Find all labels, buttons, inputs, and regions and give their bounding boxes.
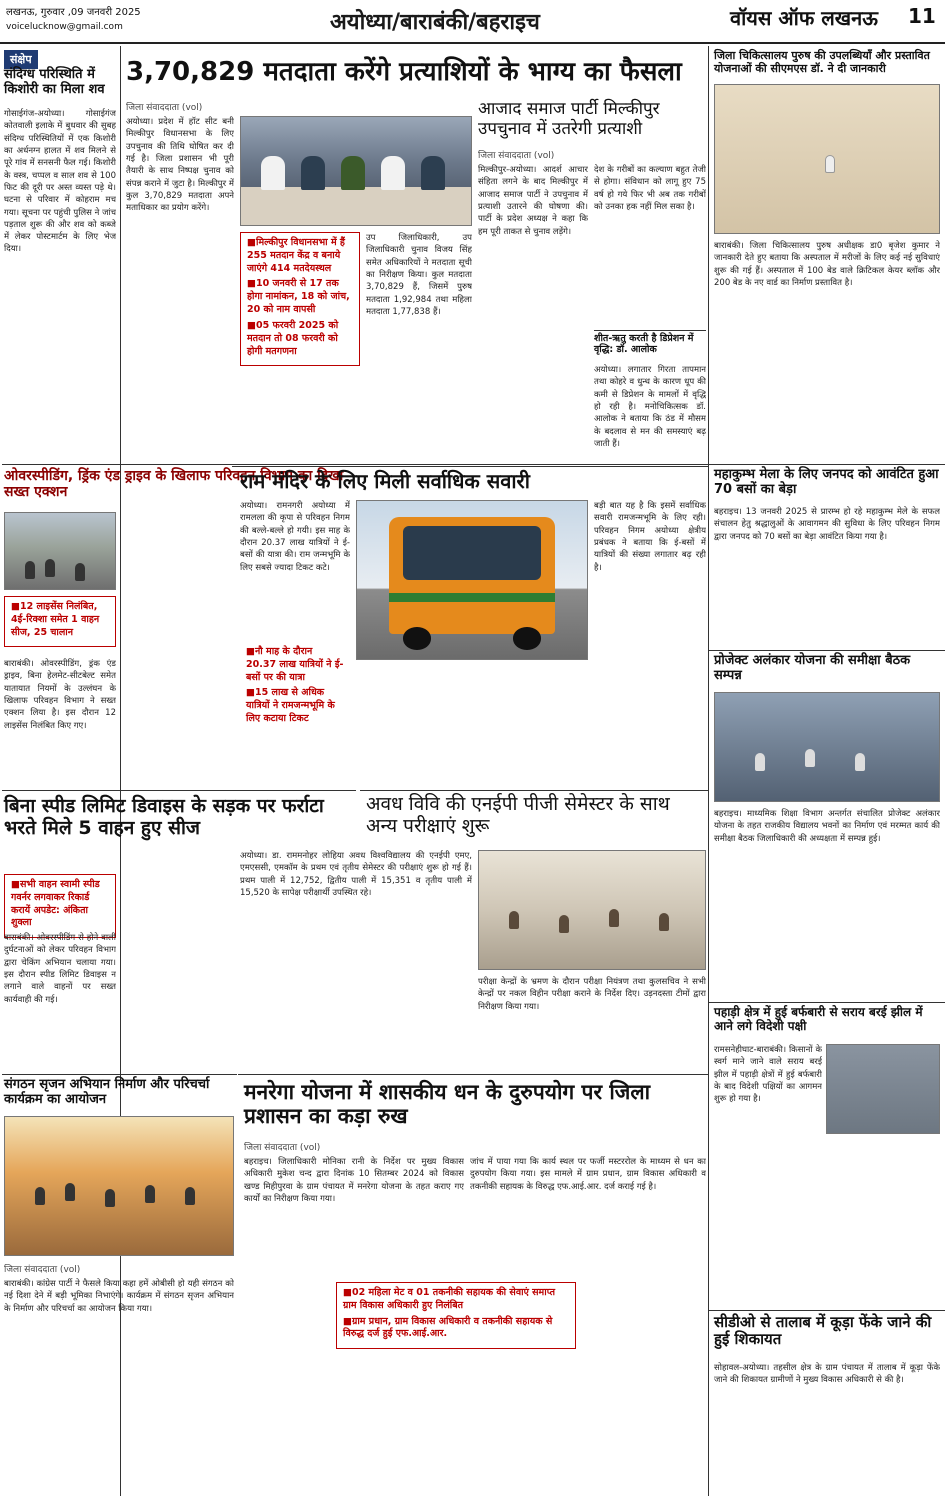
bus-headline: राम मंदिर के लिए मिली सर्वाधिक सवारी (240, 469, 530, 493)
aazad-headline: आजाद समाज पार्टी मिल्कीपुर उपचुनाव में उतरेगी प्रत्याशी (478, 99, 660, 139)
right-story2-headline: महाकुम्भ मेला के लिए जनपद को आवंटित हुआ 70 बसों का बेड़ा (714, 467, 939, 497)
masthead-email[interactable]: voicelucknow@gmail.com (6, 22, 123, 32)
left-story2-body: बाराबंकी। ओवरस्पीडिंग, ड्रंक एंड ड्राइव, बिना हेलमेट-सीटबेल्ट समेत यातायात नियमों के उल्लंघन के खिलाफ परिवहन विभाग ने सख्त एक्शन लिया है। इस दौरान 12 लाइसेंस निलंबित किए गए। (4, 659, 116, 731)
mnrega-point: ■ 02 महिला मेट व 01 तकनीकी सहायक की सेवाएं समाप्त ग्राम विकास अधिकारी हुए निलंबित (343, 1287, 569, 1313)
right-story3-body: बहराइच। माध्यमिक शिक्षा विभाग अन्तर्गत संचालित प्रोजेक्ट अलंकार योजना के तहत राजकीय विद्यालय भवनों का निर्माण एवं मरम्मत कार्य की समीक्षा बैठक जिलाधिकारी की अध्यक्षता में सम्पन्न हुई। (714, 809, 940, 844)
page-number: 11 (908, 4, 936, 28)
mnrega-points-box (336, 1282, 576, 1349)
left-story4-headline: संगठन सृजन अभियान निर्माण और परिचर्चा कार्यक्रम का आयोजन (4, 1077, 210, 1107)
lead-headline: 3,70,829 मतदाता करेंगे प्रत्याशियों के भाग्य का फैसला (126, 57, 682, 87)
photo-election-meeting (240, 116, 472, 226)
photo-congress-event (4, 1116, 234, 1256)
rule (2, 1074, 237, 1075)
left-story3-body: बाराबंकी। ओवरस्पीडिंग से होने वाली दुर्घटनाओं को लेकर परिवहन विभाग द्वारा चेकिंग अभियान चलाया गया। इस दौरान स्पीड लिमिट डिवाइस न लगाने वाले वाहनों पर सख्त कार्यवाही की गई। (4, 933, 116, 1005)
photo-transport-check (4, 512, 116, 590)
lead-body-2: उप जिलाधिकारी, उप जिलाधिकारी चुनाव विजय सिंह समेत अधिकारियों ने मतदाता सूची का निरीक्षण किया। कुल मतदाता 3,70,829 हैं, जिसमें पुरुष मतदाता 1,92,984 तथा महिला मतदाता 1,77,838 हैं। (366, 233, 472, 317)
left-story3-box-text: ■ सभी वाहन स्वामी स्पीड गवर्नर लगवाकर रिकार्ड करायें अपडेट: अंकिता शुक्ला (11, 879, 109, 930)
lead-body: अयोध्या। प्रदेश में हॉट सीट बनी मिल्कीपुर विधानसभा के लिए उपचुनाव की तिथि घोषित कर दी गई है। जिला प्रशासन भी पूरी तैयारी के साथ निष्पक्ष चुनाव को संपन्न कराने में जुटा है। मिल्कीपुर में कुल 3,70,829 मतदाता अपने मताधिकार का प्रयोग करेंगे। (126, 117, 234, 214)
divider-right (708, 46, 709, 1496)
bus-body-2: बड़ी बात यह है कि इसमें सर्वाधिक सवारी रामजन्मभूमि के लिए रही। परिवहन निगम अयोध्या क्षेत्रीय प्रबंधक ने बताया कि ई-बसों में यात्रियों की संख्या लगातार बढ़ रही है। (594, 501, 706, 573)
lead-point: ■ 05 फरवरी 2025 को मतदान तो 08 फरवरी को होगी मतगणना (247, 320, 353, 358)
lead-points-box (240, 232, 360, 366)
right-story2-body: बहराइच। 13 जनवरी 2025 से प्रारम्भ हो रहे महाकुम्भ मेले के सफल संचालन हेतु श्रद्धालुओं के आवागमन की सुविधा के लिए परिवहन निगम द्वारा जनपद को 70 बसों का बेड़ा आवंटित किया गया है। (714, 507, 940, 542)
rule (708, 1310, 945, 1311)
left-story3-headline: बिना स्पीड लिमिट डिवाइस के सड़क पर फर्राटा भरते मिले 5 वाहन हुए सीज (4, 795, 324, 839)
bus-body: अयोध्या। रामनगरी अयोध्या में रामलला की कृपा से परिवहन निगम की बल्ले-बल्ले हो गयी। इस माह के दौरान 20.37 लाख यात्रियों ने ई-बसों की यात्रा की। राम जन्मभूमि के लिए सबसे ज्यादा टिकट कटे। (240, 501, 350, 573)
rule (708, 650, 945, 651)
brand-logo: वॉयस ऑफ लखनऊ (730, 6, 878, 30)
mnrega-body: बहराइच। जिलाधिकारी मोनिका रानी के निर्देश पर मुख्य विकास अधिकारी मुकेश चन्द द्वारा दिनांक 10 सितम्बर 2024 को विकास खण्ड मिहीपुरवा के ग्राम पंचायत में मनरेगा योजना के तहत कराए गए कार्यों का निरीक्षण किया गया। (244, 1157, 464, 1204)
aazad-body-2: देश के गरीबों का कल्याण बहुत तेजी से होगा। संविधान को लागू हुए 75 वर्ष हो गये फिर भी अब तक गरीबों को उनका हक नहीं मिल सका है। (594, 165, 706, 212)
right-story4-headline: पहाड़ी क्षेत्र में हुई बर्फबारी से सराय बरई झील में आने लगे विदेशी पक्षी (714, 1005, 923, 1033)
rule (594, 330, 706, 331)
right-story1-headline: जिला चिकित्सालय पुरुष की उपलब्धियाँ और प्रस्तावित योजनाओं की सीएमएस डॉ. ने दी जानकारी (714, 49, 930, 75)
mnrega-byline: जिला संवाददाता (vol) (244, 1143, 321, 1153)
aazad-body: मिल्कीपुर-अयोध्या। आदर्श आचार संहिता लगने के बाद मिल्कीपुर में आजाद समाज पार्टी ने उपचुनाव में प्रत्याशी उतारने की घोषणा की। पार्टी के प्रदेश अध्यक्ष ने कहा कि हम पूरी ताकत से चुनाव लड़ेंगे। (478, 165, 588, 237)
section-title: अयोध्या/बाराबंकी/बहराइच (330, 10, 540, 35)
left-story2-box (4, 596, 116, 647)
lead-point: ■ 10 जनवरी से 17 तक होगा नामांकन, 18 को जांच, 20 को नाम वापसी (247, 278, 353, 316)
photo-migratory-birds (826, 1044, 940, 1134)
photo-ebus (356, 500, 588, 660)
exam-body-2: परीक्षा केन्द्रों के भ्रमण के दौरान परीक्षा नियंत्रण तथा कुलसचिव ने सभी केन्द्रों पर नकल विहीन परीक्षा कराने के निर्देश दिए। उड़नदस्ता टीमों द्वारा निरीक्षण किया गया। (478, 977, 706, 1012)
lead-point: ■ मिल्कीपुर विधानसभा में हैं 255 मतदान केंद्र व बनाये जाएंगे 414 मतदेयस्थल (247, 237, 353, 275)
rule (360, 790, 708, 791)
aazad-byline: जिला संवाददाता (vol) (478, 151, 555, 161)
rule (238, 1074, 708, 1075)
right-story4-body: रामसनेहीघाट-बाराबंकी। किसानों के स्वर्ग माने जाने वाले सराय बरई झील में पहाड़ी क्षेत्रों में हुई बर्फबारी के बाद विदेशी पक्षियों का आगमन शुरू हो गया है। (714, 1045, 822, 1105)
left-story2-box-text: ■ 12 लाइसेंस निलंबित, 4ई-रिक्शा समेत 1 वाहन सीज, 25 चालान (11, 601, 109, 639)
left-story2-headline: ओवरस्पीडिंग, ड्रिंक एंड ड्राइव के खिलाफ परिवहन विभाग का दिखा सख्त एक्शन (4, 468, 344, 501)
rule (2, 790, 356, 791)
left-story3-box (4, 874, 116, 938)
bus-points-box (240, 642, 350, 733)
right-story3-headline: प्रोजेक्ट अलंकार योजना की समीक्षा बैठक सम्पन्न (714, 653, 911, 683)
masthead-date: लखनऊ, गुरुवार ,09 जनवरी 2025 (6, 7, 141, 18)
masthead (0, 0, 945, 44)
mnrega-point: ■ ग्राम प्रधान, ग्राम विकास अधिकारी व तकनीकी सहायक से विरुद्ध दर्ज हुई एफ.आई.आर. (343, 1316, 569, 1342)
rule (708, 464, 945, 465)
bus-point: ■ नौ माह के दौरान 20.37 लाख यात्रियों ने ई-बसों पर की यात्रा (246, 646, 344, 684)
right-story5-body: सोहावल-अयोध्या। तहसील क्षेत्र के ग्राम पंचायत में तालाब में कूड़ा फेंके जाने की शिकायत ग्रामीणों ने मुख्य विकास अधिकारी से की है। (714, 1363, 940, 1386)
exam-body: अयोध्या। डा. राममनोहर लोहिया अवध विश्वविद्यालय की एनईपी एमए, एमएससी, एमकॉम के प्रथम एवं तृतीय सेमेस्टर की परीक्षाएं शुरू हो गई हैं। प्रथम पाली में 12,752, द्वितीय पाली में 15,351 व तृतीय पाली में 15,520 के सापेक्ष परीक्षार्थी उपस्थित रहे। (240, 851, 472, 898)
lead-byline: जिला संवाददाता (vol) (126, 103, 203, 113)
brief-label: संक्षेप (4, 50, 38, 69)
left-story4-byline: जिला संवाददाता (vol) (4, 1265, 81, 1275)
exam-headline: अवध विवि की एनईपी पीजी सेमेस्टर के साथ अन्य परीक्षाएं शुरू (366, 793, 670, 837)
photo-hospital (714, 84, 940, 234)
rule (708, 1002, 945, 1003)
left-story1-body: गोसाईगंज-अयोध्या। गोसाईगंज कोतवाली इलाके में बुधवार की सुबह संदिग्ध परिस्थितियों में एक किशोरी का अर्धनग्न हालत में शव मिलने से पूरे गांव में सनसनी फैल गई। किशोरी के वस्त्र, चप्पल व साल शव से 100 फिट की दूरी पर अस्त व्यस्त पड़े थे। घटना से परिवार में कोहराम मच गया। सूचना पर पहुंची पुलिस ने जांच पड़ताल शुरू की और शव को कब्जे में लेकर पोस्टमार्टम के लिए भेज दिया। (4, 109, 116, 255)
right-story1-body: बाराबंकी। जिला चिकित्सालय पुरुष अधीक्षक डा0 बृजेश कुमार ने जानकारी देते हुए बताया कि अस्पताल में मरीजों के लिए कई नई सुविधाएं शुरू की गई हैं। अस्पताल में 100 बेड वाले क्रिटिकल केयर ब्लॉक और 200 बेड के नए वार्ड का निर्माण प्रस्तावित है। (714, 241, 940, 288)
winter-headline: शीत-ऋतु करती है डिप्रेशन में वृद्धि: डॉ. आलोक (594, 333, 694, 355)
photo-review-meeting (714, 692, 940, 802)
rule (2, 464, 708, 465)
right-story5-headline: सीडीओ से तालाब में कूड़ा फेंके जाने की हुई शिकायत (714, 1313, 932, 1349)
winter-body: अयोध्या। लगातार गिरता तापमान तथा कोहरे व धुन्ध के कारण धूप की कमी से डिप्रेशन के मामलों में वृद्धि हो रही है। मनोचिकित्सक डॉ. आलोक ने बताया कि ठंड में मौसम के बदलाव से मन की समस्याएं बढ़ जाती हैं। (594, 365, 706, 449)
mnrega-body-2: जांच में पाया गया कि कार्य स्थल पर फर्जी मस्टररोल के माध्यम से धन का दुरुपयोग किया गया। इस मामले में ग्राम प्रधान, ग्राम विकास अधिकारी व तकनीकी सहायक के विरुद्ध एफ.आई.आर. दर्ज कराई गई है। (470, 1157, 706, 1192)
bus-point: ■ 15 लाख से अधिक यात्रियों ने रामजन्मभूमि के लिए कटाया टिकट (246, 687, 344, 725)
left-story1-headline: संदिग्ध परिस्थिति में किशोरी का मिला शव (4, 67, 105, 97)
left-story4-body: बाराबंकी। कांग्रेस पार्टी ने फैसले किया कहा हमें ओबीसी हो यही संगठन को नई दिशा देने में बड़ी भूमिका निभाएंगे। कार्यक्रम में संगठन सृजन अभियान के निर्माण और परिचर्चा का आयोजन किया गया। (4, 1279, 234, 1314)
mnrega-headline: मनरेगा योजना में शासकीय धन के दुरुपयोग पर जिला प्रशासन का कड़ा रुख (244, 1080, 651, 1129)
rule (232, 466, 708, 467)
photo-exam-hall (478, 850, 706, 970)
